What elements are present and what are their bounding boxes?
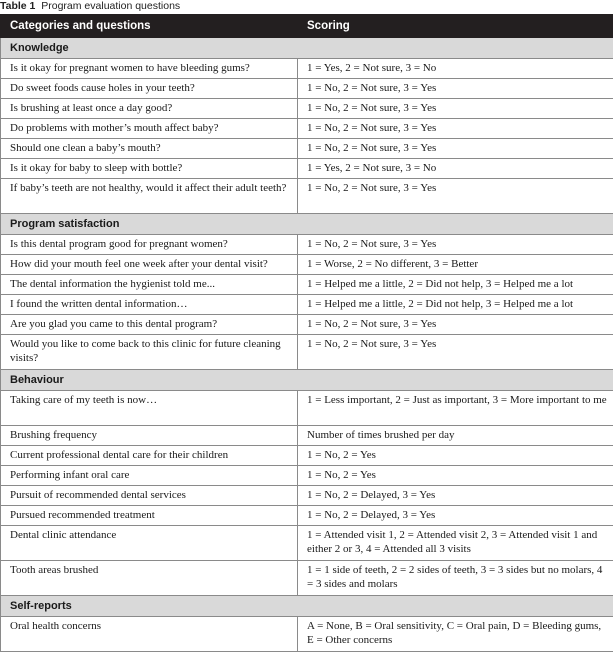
table-caption-label: Table 1 (0, 0, 35, 12)
scoring-cell: 1 = No, 2 = Yes (298, 466, 613, 486)
question-cell: If baby’s teeth are not healthy, would it affect their adult teeth? (1, 179, 298, 214)
question-cell: Performing infant oral care (1, 466, 298, 486)
question-cell: Are you glad you came to this dental program? (1, 315, 298, 335)
table-row (1, 526, 613, 561)
table-row (1, 315, 613, 335)
header-categories: Categories and questions (1, 15, 298, 38)
question-cell: Is it okay for baby to sleep with bottle? (1, 159, 298, 179)
section-title: Behaviour (1, 370, 613, 391)
question-cell: Should one clean a baby’s mouth? (1, 139, 298, 159)
header-scoring: Scoring (298, 15, 613, 38)
table-caption (0, 0, 180, 13)
question-cell: Taking care of my teeth is now… (1, 391, 298, 426)
scoring-cell: 1 = No, 2 = Not sure, 3 = Yes (298, 119, 613, 139)
program-evaluation-table (0, 14, 613, 652)
section-title: Knowledge (1, 38, 613, 59)
question-cell: Do sweet foods cause holes in your teeth? (1, 79, 298, 99)
question-cell: How did your mouth feel one week after your dental visit? (1, 255, 298, 275)
question-cell: Current professional dental care for their children (1, 446, 298, 466)
question-cell: Is this dental program good for pregnant women? (1, 235, 298, 255)
scoring-cell: 1 = Yes, 2 = Not sure, 3 = No (298, 159, 613, 179)
section-row-knowledge (1, 38, 613, 59)
scoring-cell: 1 = 1 side of teeth, 2 = 2 sides of teeth, 3 = 3 sides but no molars, 4 = 3 sides and molars (298, 561, 613, 596)
scoring-cell: 1 = No, 2 = Yes (298, 446, 613, 466)
table-row (1, 466, 613, 486)
scoring-cell: 1 = No, 2 = Delayed, 3 = Yes (298, 506, 613, 526)
table-row (1, 159, 613, 179)
table-row (1, 119, 613, 139)
scoring-cell: Number of times brushed per day (298, 426, 613, 446)
question-cell: Brushing frequency (1, 426, 298, 446)
scoring-cell: 1 = No, 2 = Not sure, 3 = Yes (298, 235, 613, 255)
scoring-cell: 1 = Less important, 2 = Just as important, 3 = More important to me (298, 391, 613, 426)
scoring-cell: 1 = Helped me a little, 2 = Did not help, 3 = Helped me a lot (298, 295, 613, 315)
question-cell: Pursued recommended treatment (1, 506, 298, 526)
scoring-cell: 1 = No, 2 = Not sure, 3 = Yes (298, 79, 613, 99)
question-cell: Is brushing at least once a day good? (1, 99, 298, 119)
table-row (1, 99, 613, 119)
table-row (1, 506, 613, 526)
scoring-cell: A = None, B = Oral sensitivity, C = Oral pain, D = Bleeding gums, E = Other concerns (298, 617, 613, 652)
scoring-cell: 1 = No, 2 = Not sure, 3 = Yes (298, 335, 613, 370)
section-row-behaviour (1, 370, 613, 391)
table-caption-text: Program evaluation questions (41, 0, 180, 12)
table-row (1, 235, 613, 255)
section-row-self-reports (1, 596, 613, 617)
section-title: Program satisfaction (1, 214, 613, 235)
table-row (1, 335, 613, 370)
question-cell: Is it okay for pregnant women to have bleeding gums? (1, 59, 298, 79)
table-row (1, 617, 613, 652)
header-row (1, 15, 613, 38)
table-row (1, 139, 613, 159)
scoring-cell: 1 = Attended visit 1, 2 = Attended visit 2, 3 = Attended visit 1 and either 2 or 3, 4 = Attended all 3 visits (298, 526, 613, 561)
table-row (1, 486, 613, 506)
scoring-cell: 1 = No, 2 = Not sure, 3 = Yes (298, 139, 613, 159)
table-row (1, 59, 613, 79)
question-cell: Dental clinic attendance (1, 526, 298, 561)
section-row-program-satisfaction (1, 214, 613, 235)
question-cell: Do problems with mother’s mouth affect baby? (1, 119, 298, 139)
table-row (1, 295, 613, 315)
scoring-cell: 1 = Worse, 2 = No different, 3 = Better (298, 255, 613, 275)
scoring-cell: 1 = No, 2 = Not sure, 3 = Yes (298, 179, 613, 214)
scoring-cell: 1 = Yes, 2 = Not sure, 3 = No (298, 59, 613, 79)
table-row (1, 79, 613, 99)
question-cell: Tooth areas brushed (1, 561, 298, 596)
question-cell: Pursuit of recommended dental services (1, 486, 298, 506)
table-row (1, 255, 613, 275)
section-title: Self-reports (1, 596, 613, 617)
table-row (1, 391, 613, 426)
scoring-cell: 1 = Helped me a little, 2 = Did not help, 3 = Helped me a lot (298, 275, 613, 295)
question-cell: Would you like to come back to this clinic for future cleaning visits? (1, 335, 298, 370)
question-cell: The dental information the hygienist told me... (1, 275, 298, 295)
table-row (1, 179, 613, 214)
table-row (1, 446, 613, 466)
table-row (1, 275, 613, 295)
question-cell: Oral health concerns (1, 617, 298, 652)
scoring-cell: 1 = No, 2 = Not sure, 3 = Yes (298, 99, 613, 119)
table-row (1, 561, 613, 596)
scoring-cell: 1 = No, 2 = Not sure, 3 = Yes (298, 315, 613, 335)
scoring-cell: 1 = No, 2 = Delayed, 3 = Yes (298, 486, 613, 506)
question-cell: I found the written dental information… (1, 295, 298, 315)
table-row (1, 426, 613, 446)
